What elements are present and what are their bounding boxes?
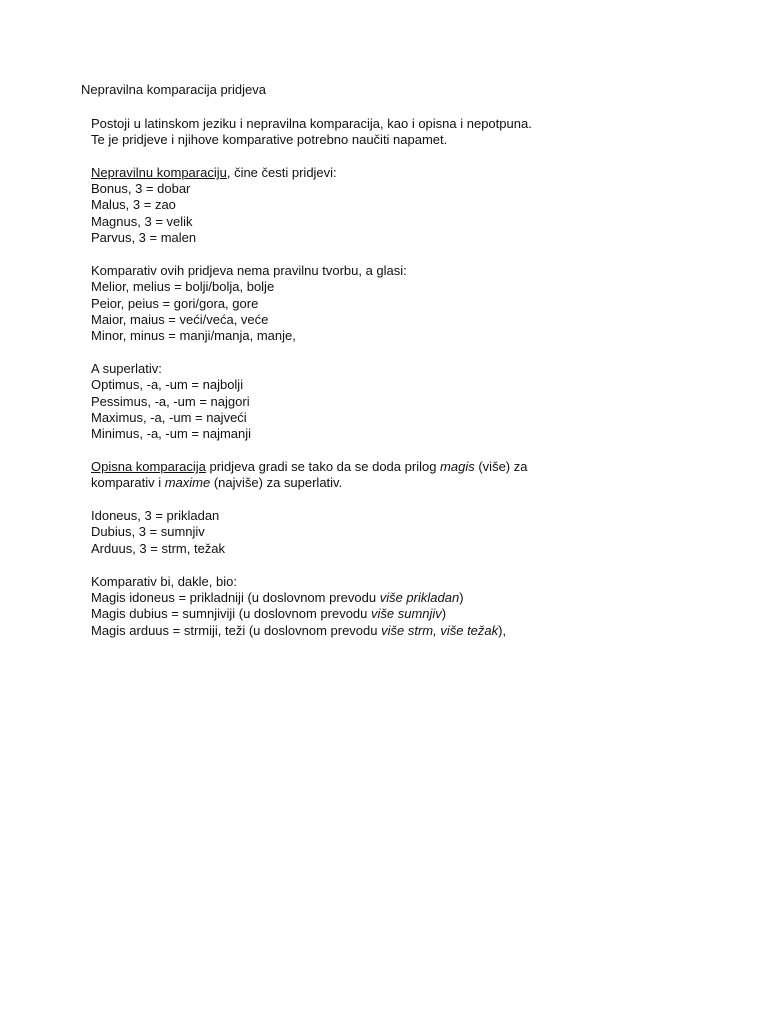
descriptive-adjective: Arduus, 3 = strm, težak xyxy=(91,541,226,556)
descriptive-example xyxy=(91,606,446,622)
descriptive-italic: magis xyxy=(440,459,475,474)
example-italic: više strm, više težak xyxy=(381,623,499,638)
descriptive-text: komparativ i xyxy=(91,475,165,490)
descriptive-text: (više) za xyxy=(474,459,528,474)
descriptive-line-1 xyxy=(91,459,527,475)
intro-line-1: Postoji u latinskom jeziku i nepravilna komparacija, kao i opisna i nepotpuna. xyxy=(91,116,532,131)
descriptive-adjective: Dubius, 3 = sumnjiv xyxy=(91,524,205,539)
example-italic: više sumnjiv xyxy=(371,606,442,621)
descriptive-italic: maxime xyxy=(164,475,211,490)
example-text: Magis arduus = strmiji, teži (u doslovnom prevodu xyxy=(91,623,382,638)
example-text: Magis idoneus = prikladniji (u doslovnom prevodu xyxy=(91,590,380,605)
example-italic: više prikladan xyxy=(379,590,460,605)
irregular-adjective: Malus, 3 = zao xyxy=(91,197,176,212)
comparative-item: Melior, melius = bolji/bolja, bolje xyxy=(91,279,275,294)
irregular-heading-rest: , čine česti pridjevi: xyxy=(226,165,337,180)
example-text: ) xyxy=(459,590,464,605)
example-text: ) xyxy=(441,606,447,621)
descriptive-comparative-heading: Komparativ bi, dakle, bio: xyxy=(91,574,237,589)
descriptive-text: pridjeva gradi se tako da se doda prilog xyxy=(205,459,441,474)
descriptive-line-2 xyxy=(91,475,342,491)
comparative-item: Peior, peius = gori/gora, gore xyxy=(91,296,259,311)
example-text: ), xyxy=(498,623,507,638)
irregular-heading xyxy=(91,165,337,181)
superlative-item: Minimus, -a, -um = najmanji xyxy=(91,426,252,441)
irregular-heading-underlined: Nepravilnu komparaciju xyxy=(91,165,227,180)
descriptive-text: (najviše) za superlativ. xyxy=(210,475,343,490)
example-text: Magis dubius = sumnjiviji (u doslovnom prevodu xyxy=(91,606,371,621)
comparative-heading: Komparativ ovih pridjeva nema pravilnu tvorbu, a glasi: xyxy=(91,263,407,278)
document-title: Nepravilna komparacija pridjeva xyxy=(81,82,266,97)
descriptive-example xyxy=(91,623,506,639)
superlative-item: Optimus, -a, -um = najbolji xyxy=(91,377,244,392)
intro-line-2: Te je pridjeve i njihove komparative potrebno naučiti napamet. xyxy=(91,132,448,147)
irregular-adjective: Bonus, 3 = dobar xyxy=(91,181,191,196)
superlative-heading: A superlativ: xyxy=(91,361,162,376)
irregular-adjective: Parvus, 3 = malen xyxy=(91,230,197,245)
descriptive-example xyxy=(91,590,464,606)
irregular-adjective: Magnus, 3 = velik xyxy=(91,214,193,229)
comparative-item: Maior, maius = veći/veća, veće xyxy=(91,312,269,327)
comparative-item: Minor, minus = manji/manja, manje, xyxy=(91,328,296,343)
descriptive-heading-underlined: Opisna komparacija xyxy=(91,459,206,474)
superlative-item: Maximus, -a, -um = najveći xyxy=(91,410,247,425)
descriptive-adjective: Idoneus, 3 = prikladan xyxy=(91,508,220,523)
superlative-item: Pessimus, -a, -um = najgori xyxy=(91,394,250,409)
